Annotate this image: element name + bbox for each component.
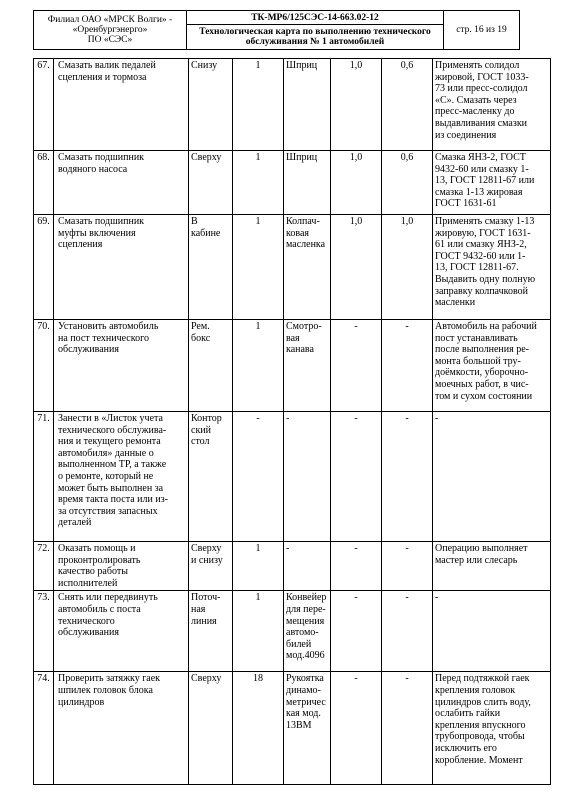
note-cell-line: доёмкости, уборочно-	[435, 367, 529, 379]
operation-cell-line: Снять или передвинуть	[58, 592, 158, 604]
operation-cell-line: Занести в «Листок учета	[58, 413, 163, 424]
operation-cell-line: Смазать подшипник	[58, 152, 145, 163]
operation-cell-line: Оказать помощь и	[58, 543, 136, 554]
norm1-cell: -	[331, 542, 382, 591]
tool-cell	[284, 151, 331, 215]
operation-cell-line: проконтролировать	[58, 554, 141, 566]
tool-cell-line: Шприц	[286, 152, 318, 163]
note-cell-line: смазка 1-13 жировая	[435, 186, 523, 198]
location-cell	[189, 412, 233, 542]
note-cell-line: ГОСТ 1631-61	[435, 198, 497, 210]
location-cell	[189, 215, 233, 320]
table-row	[34, 151, 551, 215]
note-cell-line: 9432-60 или смазку 1-	[435, 163, 529, 175]
table-row	[34, 591, 551, 672]
location-cell-line: бокс	[191, 332, 211, 344]
table-row	[34, 215, 551, 320]
tool-cell	[284, 215, 331, 320]
operation-cell-line: может быть выполнен за	[58, 482, 164, 494]
location-cell	[189, 542, 233, 591]
operation-cell	[54, 215, 189, 320]
note-cell-line: Смазка ЯНЗ-2, ГОСТ	[435, 152, 526, 163]
note-cell-line: крепления впускного	[435, 719, 526, 731]
quantity-cell: 1	[233, 215, 284, 320]
note-cell-line: 73 или пресс-солидол	[435, 83, 528, 95]
tool-cell-line: динамо-	[286, 684, 321, 696]
note-cell-line: исключить его	[435, 742, 497, 754]
operations-table	[33, 58, 551, 785]
note-cell	[433, 215, 551, 320]
tool-cell-line: Шприц	[286, 60, 318, 71]
quantity-cell: 1	[233, 151, 284, 215]
note-cell	[433, 591, 551, 672]
note-cell-line: ослабить гайки	[435, 708, 501, 720]
tool-cell-line: мод.4096	[286, 650, 325, 662]
location-cell	[189, 59, 233, 151]
note-cell	[433, 672, 551, 785]
operation-cell-line: время такта поста или из-	[58, 494, 168, 506]
operation-cell-line: обслуживания	[58, 627, 119, 639]
location-cell-line: Снизу	[191, 60, 218, 71]
title-line: Технологическая карта по выполнению технического	[199, 27, 431, 37]
location-cell-line: стол	[191, 436, 210, 448]
operation-cell	[54, 320, 189, 412]
organization-name	[34, 11, 187, 50]
note-cell-line: Применять смазку 1-13	[435, 216, 535, 227]
tool-cell	[284, 672, 331, 785]
norm2-cell: -	[382, 591, 433, 672]
row-number: 70.	[34, 320, 54, 412]
operation-cell-line: ния и текущего ремонта	[58, 436, 161, 448]
location-cell-line: Сверху	[191, 543, 222, 554]
tool-cell-line: автомо-	[286, 627, 319, 639]
quantity-cell: 1	[233, 542, 284, 591]
note-cell-line: выдавливания смазки	[435, 117, 528, 129]
tool-cell	[284, 412, 331, 542]
tool-cell-line: масленка	[286, 239, 326, 251]
quantity-cell: -	[233, 412, 284, 542]
org-line: Филиал ОАО «МРСК Волги» -	[47, 15, 173, 25]
operation-cell	[54, 672, 189, 785]
table-row	[34, 412, 551, 542]
table-row	[34, 672, 551, 785]
norm2-cell: 0,6	[382, 59, 433, 151]
operation-cell-line: водяного насоса	[58, 163, 128, 175]
location-cell	[189, 320, 233, 412]
norm2-cell: 0,6	[382, 151, 433, 215]
location-cell	[189, 591, 233, 672]
tool-cell-line: билей	[286, 638, 312, 650]
norm1-cell: 1,0	[331, 151, 382, 215]
tool-cell-line: для пере-	[286, 603, 326, 615]
note-cell-line: Автомобиль на рабочий	[435, 321, 537, 332]
norm2-cell: 1,0	[382, 215, 433, 320]
operation-cell	[54, 151, 189, 215]
norm1-cell: -	[331, 412, 382, 542]
norm1-cell: -	[331, 672, 382, 785]
table-row	[34, 59, 551, 151]
operation-cell-line: Смазать подшипник	[58, 216, 145, 227]
note-cell	[433, 151, 551, 215]
norm2-cell: -	[382, 412, 433, 542]
row-number: 67.	[34, 59, 54, 151]
note-cell-line: 13, ГОСТ 12811-67.	[435, 262, 519, 274]
quantity-cell: 1	[233, 320, 284, 412]
tool-cell-line: 13ВМ	[286, 719, 312, 731]
table-row	[34, 320, 551, 412]
note-cell-line: Операцию выполняет	[435, 543, 528, 554]
norm1-cell: 1,0	[331, 215, 382, 320]
note-cell-line: моечных работ, в чис-	[435, 378, 529, 390]
org-line: «Оренбургэнерго»	[72, 25, 148, 35]
tool-cell-line: Смотро-	[286, 321, 322, 332]
location-cell-line: В	[191, 216, 198, 227]
operation-cell	[54, 542, 189, 591]
note-cell	[433, 59, 551, 151]
operation-cell	[54, 59, 189, 151]
operation-cell-line: за отсутствия запасных	[58, 505, 158, 517]
operation-cell-line: на пост технического	[58, 332, 149, 344]
operation-cell-line: автомобиля» данные о	[58, 447, 154, 459]
note-cell	[433, 542, 551, 591]
operation-cell-line: сцепления и тормоза	[58, 71, 147, 83]
operation-cell-line: Проверить затяжку гаек	[58, 673, 161, 685]
note-cell-line: крепления головок	[435, 684, 516, 696]
operation-cell-line: автомобиль с поста	[58, 603, 141, 615]
location-cell-line: Сверху	[191, 673, 222, 685]
location-cell-line: Сверху	[191, 152, 222, 163]
tool-cell	[284, 320, 331, 412]
tool-cell	[284, 59, 331, 151]
page-number: стр. 16 из 19	[444, 11, 520, 50]
location-cell-line: кабине	[191, 227, 221, 239]
note-cell	[433, 320, 551, 412]
note-cell-line: ГОСТ 9432-60 или 1-	[435, 250, 526, 262]
note-cell	[433, 412, 551, 542]
location-cell-line: ная	[191, 603, 206, 615]
note-cell-line: Применять солидол	[435, 60, 520, 71]
operation-cell-line: исполнителей	[58, 577, 118, 589]
document-title	[187, 25, 444, 50]
location-cell-line: Поточ-	[191, 592, 221, 604]
row-number: 69.	[34, 215, 54, 320]
operation-cell-line: цилиндров	[58, 696, 105, 708]
org-line: ПО «СЭС»	[87, 35, 133, 45]
tool-cell-line: кая мод.	[286, 708, 321, 720]
title-line: обслуживания № 1 автомобилей	[245, 37, 385, 47]
operation-cell-line: качество работы	[58, 566, 128, 578]
note-cell-line: 61 или смазку ЯНЗ-2,	[435, 239, 527, 251]
operation-cell-line: о ремонте, который не	[58, 470, 154, 482]
operation-cell	[54, 591, 189, 672]
note-cell-line: масленки	[435, 297, 476, 309]
note-cell-line: 13, ГОСТ 12811-67 или	[435, 175, 535, 187]
note-cell-line: Перед подтяжкой гаек	[435, 673, 530, 685]
norm1-cell: 1,0	[331, 59, 382, 151]
note-cell-line: коробление. Момент	[435, 754, 523, 766]
norm1-cell: -	[331, 320, 382, 412]
note-cell-line: -	[435, 413, 439, 424]
tool-cell-line: вая	[286, 332, 300, 344]
operation-cell-line: технического обслужива-	[58, 424, 167, 436]
row-number: 72.	[34, 542, 54, 591]
tool-cell-line: -	[286, 413, 290, 424]
table-row	[34, 542, 551, 591]
operation-cell-line: выполненном ТР, а также	[58, 459, 167, 471]
tool-cell-line: ковая	[286, 227, 309, 239]
norm2-cell: -	[382, 672, 433, 785]
location-cell-line: Рем.	[191, 321, 210, 332]
note-cell-line: монта большой тру-	[435, 355, 521, 367]
location-cell-line: линия	[191, 615, 217, 627]
tool-cell-line: метричес	[286, 696, 326, 708]
quantity-cell: 1	[233, 59, 284, 151]
operation-cell-line: обслуживания	[58, 344, 119, 356]
norm2-cell: -	[382, 320, 433, 412]
note-cell-line: жировую, ГОСТ 1631-	[435, 227, 531, 239]
operation-cell-line: технического	[58, 615, 115, 627]
quantity-cell: 18	[233, 672, 284, 785]
location-cell-line: и снизу	[191, 554, 223, 566]
note-cell-line: пост устанавливать	[435, 332, 518, 344]
tool-cell-line: Рукоятка	[286, 673, 324, 685]
tool-cell	[284, 591, 331, 672]
row-number: 71.	[34, 412, 54, 542]
document-code: ТК-МР6/125СЭС-14-663.02-12	[187, 11, 444, 25]
note-cell-line: заправку колпачковой	[435, 285, 528, 297]
operation-cell-line: Установить автомобиль	[58, 321, 159, 332]
tool-cell-line: канава	[286, 344, 314, 356]
location-cell-line: Контор	[191, 413, 222, 424]
tool-cell	[284, 542, 331, 591]
operation-cell-line: Смазать валик педалей	[58, 60, 156, 71]
note-cell-line: из соединения	[435, 129, 497, 141]
note-cell-line: трубопровода, чтобы	[435, 731, 525, 743]
operation-cell-line: муфты включения	[58, 227, 136, 239]
operation-cell-line: сцепления	[58, 239, 103, 251]
note-cell-line: мастер или слесарь	[435, 554, 518, 566]
note-cell-line: жировой, ГОСТ 1033-	[435, 71, 529, 83]
location-cell	[189, 151, 233, 215]
location-cell-line: ский	[191, 424, 211, 436]
row-number: 73.	[34, 591, 54, 672]
tool-cell-line: мещения	[286, 615, 325, 627]
operation-cell-line: деталей	[58, 517, 92, 529]
note-cell-line: Выдавить одну полную	[435, 273, 536, 285]
row-number: 68.	[34, 151, 54, 215]
note-cell-line: «С». Смазать через	[435, 94, 517, 106]
note-cell-line: цилиндров слить воду,	[435, 696, 531, 708]
tool-cell-line: Колпач-	[286, 216, 320, 227]
norm1-cell: -	[331, 591, 382, 672]
tool-cell-line: -	[286, 543, 290, 554]
location-cell	[189, 672, 233, 785]
document-header	[33, 10, 520, 50]
norm2-cell: -	[382, 542, 433, 591]
operation-cell-line: шпилек головок блока	[58, 684, 153, 696]
note-cell-line: пресс-масленку до	[435, 106, 515, 118]
note-cell-line: -	[435, 592, 439, 604]
quantity-cell: 1	[233, 591, 284, 672]
row-number: 74.	[34, 672, 54, 785]
tool-cell-line: Конвейер	[286, 592, 327, 604]
note-cell-line: после выполнения ре-	[435, 344, 529, 356]
note-cell-line: том и сухом состоянии	[435, 390, 533, 402]
operation-cell	[54, 412, 189, 542]
